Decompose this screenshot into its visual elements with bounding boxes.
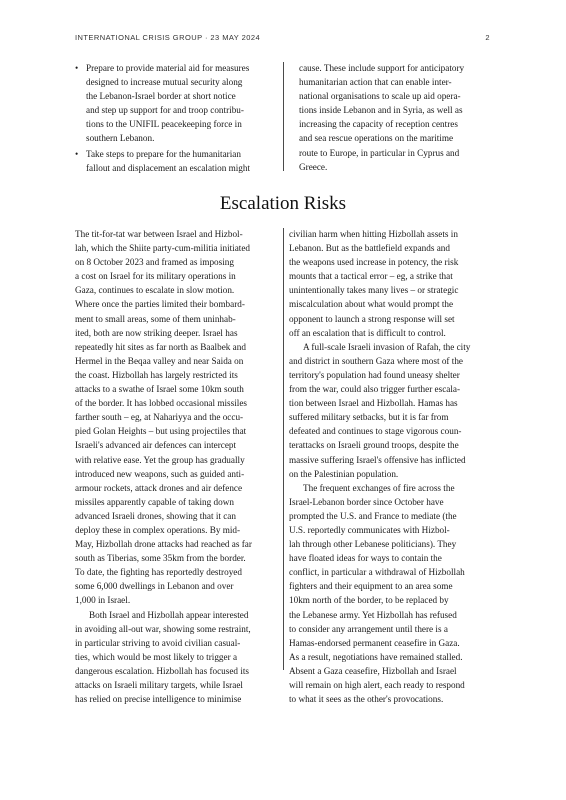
body-left-column [75, 227, 280, 706]
bullet-text: Prepare to provide material aid for measures designed to increase mutual security along the Lebanon-Israel border at short notice and step up support for and troop contribu- tions to the UNIFIL peacekeeping force in southern Lebanon. [86, 63, 250, 144]
body-right-column [289, 227, 499, 706]
list-item [75, 147, 280, 175]
paragraph: A full-scale Israeli invasion of Rafah, the city and district in southern Gaza where most of the territory's population had found uneasy shelter from the war, could also trigger further escala- tion between Israel and Hizbollah. Hamas has suffered military setbacks, but it is far from defeated and continues to stage vigorous coun- terattacks on Israeli ground troops, despite the massive suffering Israel's offensive has inflicted on the Palestinian population. [289, 341, 471, 479]
paragraph: civilian harm when hitting Hizbollah assets in Lebanon. But as the battlefield expands and the weapons used increase in potency, the risk mounts that a tactical error – eg, a strike that unintentionally takes many lives – or strategic miscalculation about what would prompt the opponent to launch a strong response will set off an escalation that is difficult to control. [289, 229, 459, 338]
page-number: 2 [485, 33, 490, 42]
paragraph: The frequent exchanges of fire across the Israel-Lebanon border since October have prompted the U.S. and France to mediate (the U.S. reportedly communicates with Hizbol- lah through other Lebanese politicians). They have floated ideas for ways to contain the conflict, in particular a withdrawal of Hizbollah fighters and their equipment to an area some 10km north of the border, to be replaced by the Lebanese army. Yet Hizbollah has refused to consider any arrangement until there is a Hamas-endorsed permanent ceasefire in Gaza. As a result, negotiations have remained stalled. Absent a Gaza ceasefire, Hizbollah and Israel will remain on high alert, each ready to respond to what it sees as the other's provocations. [289, 482, 465, 705]
column-divider-body [283, 228, 284, 670]
recommendations-right [299, 61, 499, 174]
bullet-icon: • [75, 148, 79, 159]
column-divider-top [283, 62, 284, 171]
section-title: Escalation Risks [219, 193, 347, 214]
list-item [75, 61, 280, 146]
header-org-date: INTERNATIONAL CRISIS GROUP · 23 MAY 2024 [75, 33, 261, 42]
paragraph: Both Israel and Hizbollah appear interested in avoiding all-out war, showing some restraint, in particular striving to avoid civilian casual- ties, which would be most likely to trigger a dangerous escalation. Hizbollah has focused its attacks on Israeli military targets, while Israel has relied on precise intelligence to minimise [75, 609, 251, 705]
bullet-icon: • [75, 63, 79, 73]
recommendations-left [75, 61, 280, 175]
paragraph: The tit-for-tat war between Israel and Hizbol- lah, which the Shiite party-cum-militia initiated on 8 October 2023 and framed as imposing a cost on Israel for its military operations in Gaza, continues to escalate in slow motion. Where once the parties limited their bombard- ment to small areas, some of them uninhab- ited, both are now striking deeper. Israel has repeatedly hit sites as far north as Baalbek and Hermel in the Beqaa valley and near Saida on the coast. Hizbollah has largely restricted its attacks to a swathe of Israel some 10km south of the border. It has lobbed occasional missiles farther south – eg, at Nahariyya and the occu- pied Golan Heights – but using projectiles that Israeli's advanced air defences can intercept with relative ease. Yet the group has gradually introduced new weapons, such as guided anti- armour rockets, attack drones and air defence missiles apparently capable of taking down advanced Israeli drones, showing that it can deploy these in complex operations. By mid- May, Hizbollah drone attacks had reached as far south as Tiberias, some 35km from the border. To date, the fighting has reportedly destroyed some 6,000 dwellings in Lebanon and over 1,000 in Israel. [75, 229, 252, 606]
recommendation-list [75, 61, 280, 175]
paragraph: cause. These include support for anticipatory humanitarian action that can enable inter- national organisations to scale up aid opera- tions inside Lebanon and in Syria, as well as increasing the capacity of reception centres and sea rescue operations on the maritime route to Europe, in particular in Cyprus and Greece. [299, 63, 465, 172]
bullet-text: Take steps to prepare for the humanitarian fallout and displacement an escalation might [86, 148, 251, 173]
